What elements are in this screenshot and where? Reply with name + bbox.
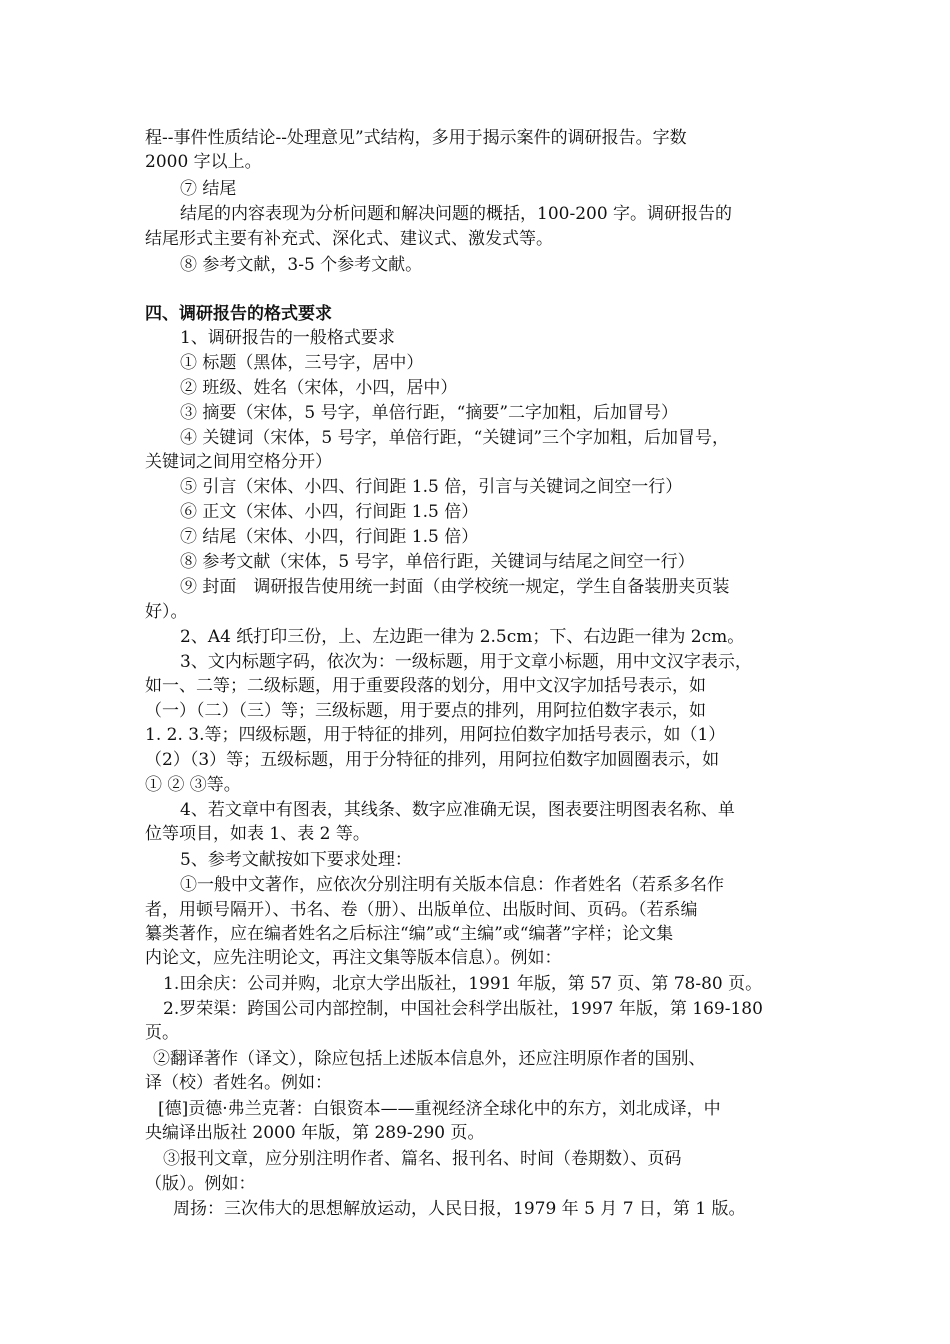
section-heading: 四、调研报告的格式要求 [145,304,332,324]
text-line: 2、A4 纸打印三份，上、左边距一律为 2.5cm；下、右边距一律为 2cm。 [180,627,745,647]
text-line: ④ 关键词（宋体，5 号字，单倍行距，“关键词”三个字加粗，后加冒号， [180,428,730,448]
text-line: 央编译出版社 2000 年版，第 289-290 页。 [145,1123,485,1143]
text-line: 关键词之间用空格分开） [145,452,332,472]
text-line: 结尾形式主要有补充式、深化式、建议式、激发式等。 [145,229,553,249]
text-line: ③报刊文章，应分别注明作者、篇名、报刊名、时间（卷期数）、页码 [163,1149,682,1169]
text-line: 程--事件性质结论--处理意见”式结构，多用于揭示案件的调研报告。字数 [145,128,687,148]
reference-entry: 1.田余庆：公司并购，北京大学出版社，1991 年版，第 57 页、第 78-80 页。 [163,974,763,994]
text-line: 5、参考文献按如下要求处理： [180,850,412,870]
text-line: ② 班级、姓名（宋体，小四，居中） [180,378,458,398]
text-line: ⑦ 结尾 [180,179,237,199]
text-line: 3、文内标题字码，依次为：一级标题，用于文章小标题，用中文汉字表示， [180,652,752,672]
text-line: ①一般中文著作，应依次分别注明有关版本信息：作者姓名（若系多名作 [180,875,724,895]
text-line: 好）。 [145,602,188,622]
reference-entry: 周扬：三次伟大的思想解放运动，人民日报，1979 年 5 月 7 日，第 1 版。 [173,1199,746,1219]
text-line: 1、调研报告的一般格式要求 [180,328,395,348]
text-line: 者，用顿号隔开）、书名、卷（册）、出版单位、出版时间、页码。（若系编 [145,900,698,920]
text-line: 内论文，应先注明论文，再注文集等版本信息）。例如： [145,948,562,968]
text-line: 译（校）者姓名。例如： [145,1073,332,1093]
text-line: ②翻译著作（译文），除应包括上述版本信息外，还应注明原作者的国别、 [153,1049,706,1069]
text-line: （一）（二）（三）等；三级标题，用于要点的排列，用阿拉伯数字表示，如 [145,701,706,721]
text-line: ⑨ 封面 调研报告使用统一封面（由学校统一规定，学生自备装册夹页装 [180,577,730,597]
text-line: ① 标题（黑体，三号字，居中） [180,353,424,373]
text-line: （2）（3）等；五级标题，用于分特征的排列，用阿拉伯数字加圆圈表示，如 [145,750,720,770]
text-line: （版）。例如： [145,1174,256,1194]
text-line: ⑦ 结尾（宋体、小四，行间距 1.5 倍） [180,527,479,547]
text-line: ① ② ③等。 [145,775,241,795]
reference-entry: 2.罗荣渠：跨国公司内部控制，中国社会科学出版社，1997 年版，第 169-180 [163,999,763,1019]
text-line: 如一、二等；二级标题，用于重要段落的划分，用中文汉字加括号表示，如 [145,676,706,696]
reference-entry: [德]贡德·弗兰克著：白银资本——重视经济全球化中的东方，刘北成译，中 [158,1099,721,1119]
text-line: ⑤ 引言（宋体、小四、行间距 1.5 倍，引言与关键词之间空一行） [180,477,683,497]
text-line: 位等项目，如表 1、表 2 等。 [145,824,370,844]
text-line: 页。 [145,1023,179,1043]
text-line: ⑥ 正文（宋体、小四，行间距 1.5 倍） [180,502,479,522]
text-line: ⑧ 参考文献（宋体，5 号字，单倍行距，关键词与结尾之间空一行） [180,552,695,572]
text-line: ⑧ 参考文献，3-5 个参考文献。 [180,255,423,275]
text-line: 结尾的内容表现为分析问题和解决问题的概括，100-200 字。调研报告的 [180,204,733,224]
text-line: 4、若文章中有图表，其线条、数字应准确无误，图表要注明图表名称、单 [180,800,735,820]
text-line: 1. 2. 3.等；四级标题，用于特征的排列，用阿拉伯数字加括号表示，如（1） [145,725,726,745]
text-line: ③ 摘要（宋体，5 号字，单倍行距，“摘要”二字加粗，后加冒号） [180,403,679,423]
text-line: 2000 字以上。 [145,152,262,172]
text-line: 纂类著作，应在编者姓名之后标注“编”或“主编”或“编著”字样；论文集 [145,924,674,944]
